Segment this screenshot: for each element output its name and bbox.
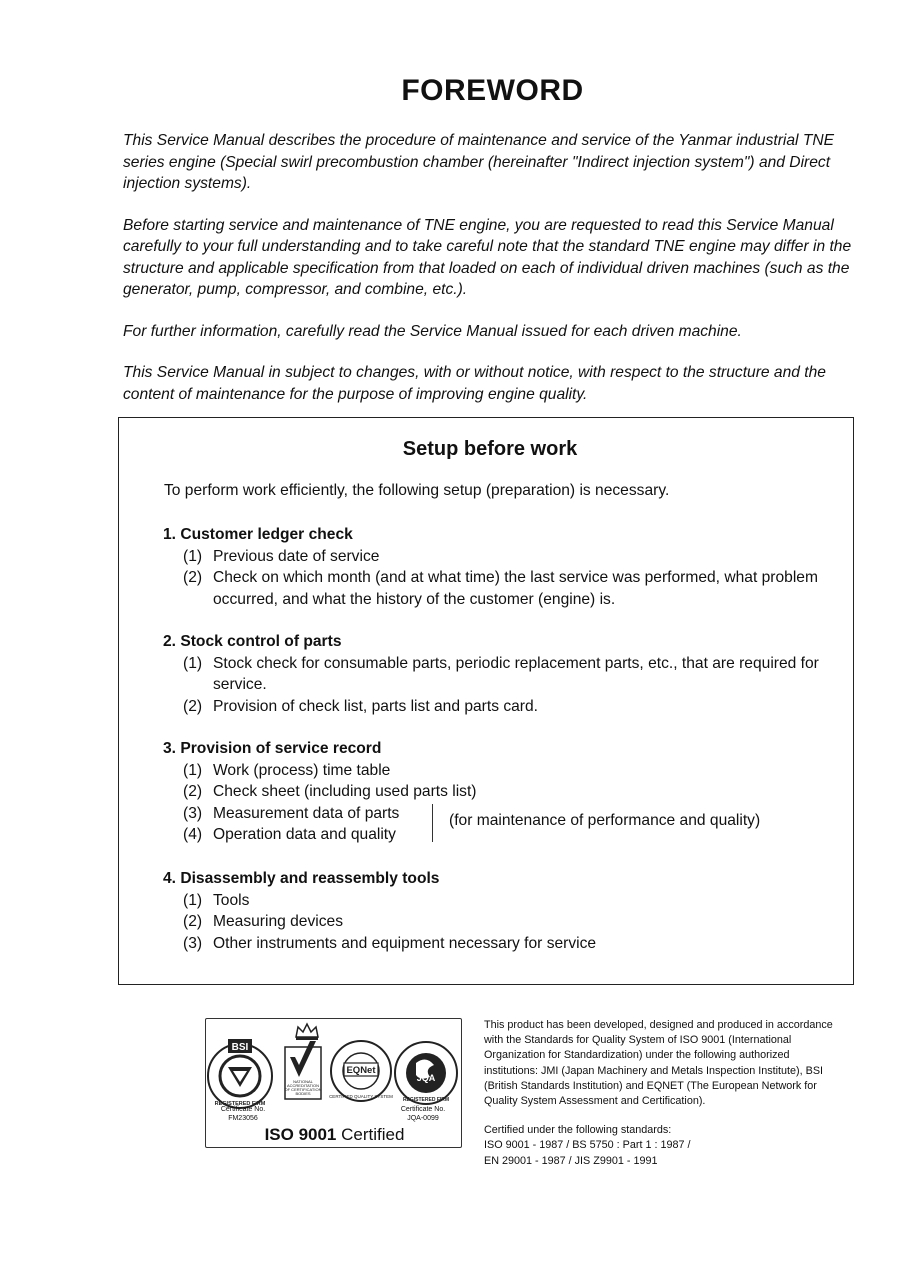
list-item xyxy=(163,546,823,568)
list-item xyxy=(163,890,823,912)
svg-text:REGISTERED FIRM: REGISTERED FIRM xyxy=(402,1097,450,1103)
standards-line: EN 29001 - 1987 / JIS Z9901 - 1991 xyxy=(484,1154,658,1167)
accreditation-mark-icon xyxy=(285,1041,322,1099)
section-heading: 2. Stock control of parts xyxy=(163,633,342,650)
item-number: (1) xyxy=(183,891,203,909)
iso-label-bold: ISO 9001 xyxy=(264,1125,337,1144)
item-number: (4) xyxy=(183,826,203,844)
item-text: Measurement data of parts xyxy=(213,804,400,822)
list-item xyxy=(163,653,823,696)
item-number: (3) xyxy=(183,804,203,822)
svg-text:ACCREDITATION: ACCREDITATION xyxy=(286,1083,320,1088)
bracket-note: (for maintenance of performance and quality) xyxy=(449,812,761,829)
item-text: Work (process) time table xyxy=(213,761,391,779)
jqa-badge-icon xyxy=(395,1042,457,1104)
list-item xyxy=(163,567,823,610)
item-text: Other instruments and equipment necessary for service xyxy=(213,934,597,952)
intro-paragraph: Before starting service and maintenance of TNE engine, you are requested to read this Service Manual carefully to your full understanding and to take careful note that the standard TNE engine may differ in the structure and applicable specification from that loaded on each of individual driven machines (such as the generator, pump, compressor, and combine, etc.). xyxy=(123,216,852,298)
svg-text:REGISTERED FIRM: REGISTERED FIRM xyxy=(214,1101,266,1107)
iso-label xyxy=(206,1125,463,1145)
item-number: (2) xyxy=(183,697,203,715)
cert-number-left-value: FM23056 xyxy=(228,1115,258,1122)
setup-section xyxy=(163,524,823,610)
svg-text:JQA: JQA xyxy=(416,1073,436,1083)
item-number: (2) xyxy=(183,783,203,801)
setup-lead: To perform work efficiently, the following setup (preparation) is necessary. xyxy=(164,482,670,499)
iso-label-rest: Certified xyxy=(336,1125,405,1144)
item-text: Measuring devices xyxy=(213,913,344,931)
eqnet-badge-icon xyxy=(329,1041,393,1101)
svg-text:BODIES: BODIES xyxy=(295,1091,311,1096)
item-number: (1) xyxy=(183,547,203,565)
certification-paragraph: This product has been developed, designed and produced in accordance with the Standards for Quality System of ISO 9001 (International Organization for Standardization) under the following authorized institutions: JMI (Japan Machinery and Metals Inspection Institute), BSI (British Standards Institution) and EQNET (The European Network for Quality System Assessment and Certification). xyxy=(484,1019,833,1108)
bsi-badge-icon xyxy=(208,1039,272,1108)
item-text: Provision of check list, parts list and parts card. xyxy=(213,697,539,715)
setup-title: Setup before work xyxy=(402,438,578,460)
iso-certification-logo xyxy=(205,1018,462,1148)
cert-number-right-value: JQA-0099 xyxy=(407,1115,439,1122)
item-number: (1) xyxy=(183,761,203,779)
certification-statement xyxy=(484,1018,834,1169)
item-text: Previous date of service xyxy=(213,547,380,565)
list-item xyxy=(163,933,823,955)
item-text: Tools xyxy=(213,891,250,909)
list-item xyxy=(163,760,823,782)
page-title: FOREWORD xyxy=(401,74,584,107)
setup-section xyxy=(163,631,823,717)
cert-number-left xyxy=(220,1105,266,1123)
item-number: (1) xyxy=(183,654,203,672)
list-item xyxy=(163,781,823,803)
item-number: (2) xyxy=(183,569,203,587)
list-item xyxy=(163,911,823,933)
svg-text:NATIONAL: NATIONAL xyxy=(293,1079,313,1084)
crown-icon xyxy=(296,1024,318,1040)
setup-section xyxy=(163,868,823,954)
item-text: Check sheet (including used parts list) xyxy=(213,783,477,801)
intro-paragraph: This Service Manual describes the procedure of maintenance and service of the Yanmar industrial TNE series engine (Special swirl precombustion chamber (hereinafter "Indirect injection system") and Direct injection systems). xyxy=(123,132,835,192)
cert-number-right-label: Certificate No. xyxy=(400,1106,446,1113)
cert-number-left-label: Certificate No. xyxy=(220,1106,266,1113)
bracket-line xyxy=(426,804,433,842)
intro-paragraph: This Service Manual in subject to changes, with or without notice, with respect to the structure and the content of maintenance for the purpose of improving engine quality. xyxy=(123,364,826,403)
svg-text:EQNet: EQNet xyxy=(346,1065,376,1076)
intro-paragraph: For further information, carefully read the Service Manual issued for each driven machine. xyxy=(123,322,742,340)
section-heading: 4. Disassembly and reassembly tools xyxy=(163,870,440,887)
standards-line: ISO 9001 - 1987 / BS 5750 : Part 1 : 1987 / xyxy=(484,1139,691,1152)
item-number: (3) xyxy=(183,934,203,952)
setup-box xyxy=(118,417,854,985)
item-number: (2) xyxy=(183,913,203,931)
svg-text:OF CERTIFICATION: OF CERTIFICATION xyxy=(284,1087,322,1092)
svg-text:CERTIFIED QUALITY SYSTEM: CERTIFIED QUALITY SYSTEM xyxy=(329,1094,393,1099)
item-text: Check on which month (and at what time) the last service was performed, what problem occurred, and what the history of the customer (engine) is. xyxy=(213,569,818,608)
item-text: Operation data and quality xyxy=(213,826,396,844)
cert-number-right xyxy=(398,1105,448,1123)
standards-heading: Certified under the following standards: xyxy=(484,1124,672,1137)
section-heading: 1. Customer ledger check xyxy=(163,526,353,543)
list-item xyxy=(163,696,823,718)
item-text: Stock check for consumable parts, periodic replacement parts, etc., that are required for service. xyxy=(213,654,819,694)
section-heading: 3. Provision of service record xyxy=(163,740,382,757)
intro-text xyxy=(123,130,863,425)
svg-text:BSI: BSI xyxy=(231,1042,249,1053)
